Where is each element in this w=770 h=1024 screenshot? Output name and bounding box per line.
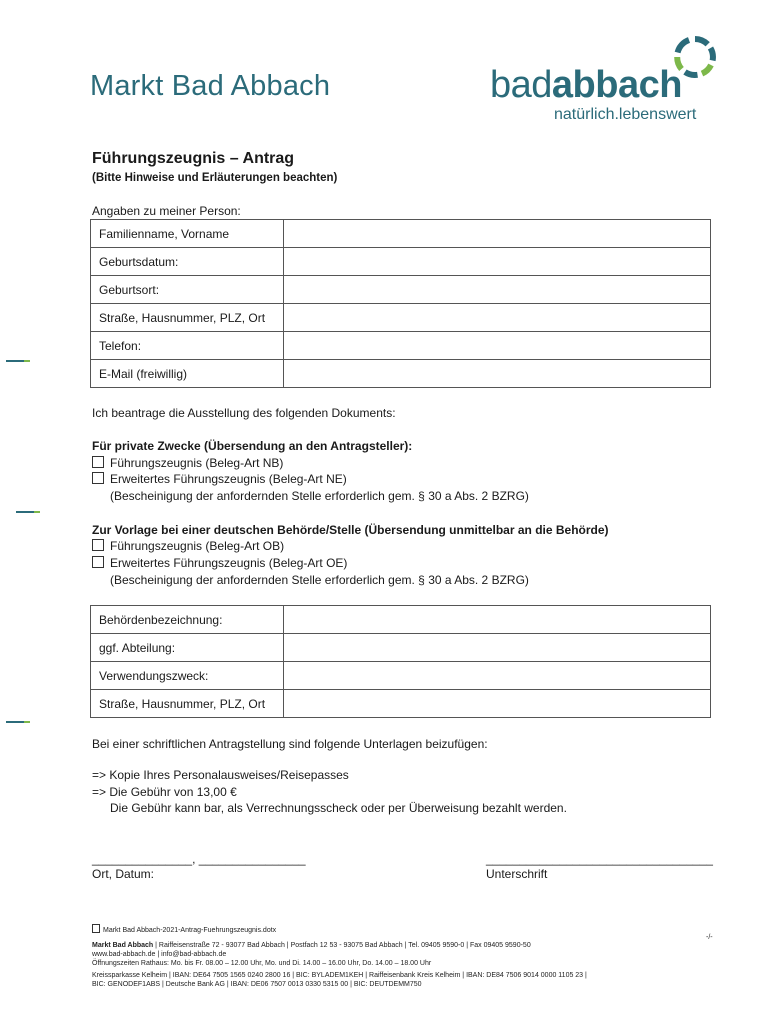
address-field[interactable] [284,304,711,332]
field-label: E-Mail (freiwillig) [91,360,284,388]
logo-word-bold: abbach [551,64,682,106]
checkbox[interactable] [92,556,104,568]
person-intro: Angaben zu meiner Person: [92,204,241,218]
field-label: Verwendungszweck: [91,662,284,690]
signature-line[interactable]: __________________________________ [486,852,713,866]
footer-address [92,941,531,950]
table-row [91,304,711,332]
name-field[interactable] [284,220,711,248]
field-label: Geburtsdatum: [91,248,284,276]
footer-filename: Markt Bad Abbach-2021-Antrag-Fuehrungszeugnis.dotx [103,927,277,934]
checkbox[interactable] [92,472,104,484]
footer-bank-1: Kreissparkasse Kelheim | IBAN: DE64 7505 1565 0240 2800 16 | BIC: BYLADEM1KEH | Raiffeisenbank Kreis Kelheim | IBAN: DE84 7506 9014 0000 1105 23 | [92,972,587,979]
table-row [91,634,711,662]
birthdate-field[interactable] [284,248,711,276]
field-label: ggf. Abteilung: [91,634,284,662]
footer-address-text: | Raiffeisenstraße 72 - 93077 Bad Abbach | Postfach 12 53 - 93075 Bad Abbach | Tel. 09405 9590-0 | Fax 09405 9590-50 [153,942,531,949]
field-label: Telefon: [91,332,284,360]
logo-wordmark [490,64,682,107]
docs-item-id: => Kopie Ihres Personalausweises/Reisepasses [92,768,349,782]
field-label: Straße, Hausnummer, PLZ, Ort [91,304,284,332]
option-label: Führungszeugnis (Beleg-Art NB) [110,456,284,470]
authority-note: (Bescheinigung der anfordernden Stelle erforderlich gem. § 30 a Abs. 2 BZRG) [110,573,529,587]
field-label: Geburtsort: [91,276,284,304]
table-row [91,276,711,304]
municipality-title: Markt Bad Abbach [90,70,331,102]
logo-word-light: bad [490,64,552,106]
table-row [91,220,711,248]
private-option-nb[interactable] [92,456,283,470]
person-table [90,219,711,388]
authority-heading: Zur Vorlage bei einer deutschen Behörde/Stelle (Übersendung unmittelbar an die Behörde) [92,523,609,537]
authority-address-field[interactable] [284,690,711,718]
field-label: Behördenbezeichnung: [91,606,284,634]
logo-tagline: natürlich.lebenswert [554,106,697,123]
document-subtitle: (Bitte Hinweise und Erläuterungen beachten) [92,172,338,184]
option-label: Führungszeugnis (Beleg-Art OB) [110,539,285,553]
footer-file [92,924,276,935]
docs-item-fee: => Die Gebühr von 13,00 € [92,785,237,799]
docs-intro: Bei einer schriftlichen Antragstellung sind folgende Unterlagen beizufügen: [92,737,488,751]
footer-bank-2: BIC: GENODEF1ABS | Deutsche Bank AG | IBAN: DE06 7507 0013 0330 5315 00 | BIC: DEUTDEMM750 [92,981,422,988]
private-heading: Für private Zwecke (Übersendung an den Antragsteller): [92,439,413,453]
option-label: Erweitertes Führungszeugnis (Beleg-Art OE) [110,556,348,570]
place-date-label: Ort, Datum: [92,867,155,881]
authority-option-oe[interactable] [92,556,347,570]
docs-item-payment: Die Gebühr kann bar, als Verrechnungsscheck oder per Überweisung bezahlt werden. [110,801,567,815]
table-row [91,360,711,388]
authority-option-ob[interactable] [92,539,284,553]
footer-hours: Öffnungszeiten Rathaus: Mo. bis Fr. 08.00 – 12.00 Uhr, Mo. und Di. 14.00 – 16.00 Uhr, Do. 14.00 – 18.00 Uhr [92,960,432,967]
fold-mark-top [6,360,24,362]
table-row [91,690,711,718]
table-row [91,606,711,634]
email-field[interactable] [284,360,711,388]
place-date-line[interactable]: _______________, ________________ [92,852,306,866]
department-field[interactable] [284,634,711,662]
document-title: Führungszeugnis – Antrag [92,150,295,167]
birthplace-field[interactable] [284,276,711,304]
document-icon [92,924,100,933]
private-note: (Bescheinigung der anfordernden Stelle erforderlich gem. § 30 a Abs. 2 BZRG) [110,489,529,503]
page-mark: -/- [706,934,713,941]
option-label: Erweitertes Führungszeugnis (Beleg-Art NE) [110,472,347,486]
footer-web: www.bad-abbach.de | info@bad-abbach.de [92,951,227,958]
checkbox[interactable] [92,539,104,551]
authority-name-field[interactable] [284,606,711,634]
checkbox[interactable] [92,456,104,468]
field-label: Familienname, Vorname [91,220,284,248]
private-option-ne[interactable] [92,472,347,486]
table-row [91,248,711,276]
fold-mark-middle [16,511,34,513]
purpose-field[interactable] [284,662,711,690]
request-line: Ich beantrage die Ausstellung des folgenden Dokuments: [92,406,396,420]
bad-abbach-logo [490,36,730,126]
footer-org: Markt Bad Abbach [92,942,154,949]
field-label: Straße, Hausnummer, PLZ, Ort [91,690,284,718]
signature-label: Unterschrift [486,867,548,881]
fold-mark-bottom [6,721,24,723]
table-row [91,332,711,360]
table-row [91,662,711,690]
authority-table [90,605,711,718]
phone-field[interactable] [284,332,711,360]
